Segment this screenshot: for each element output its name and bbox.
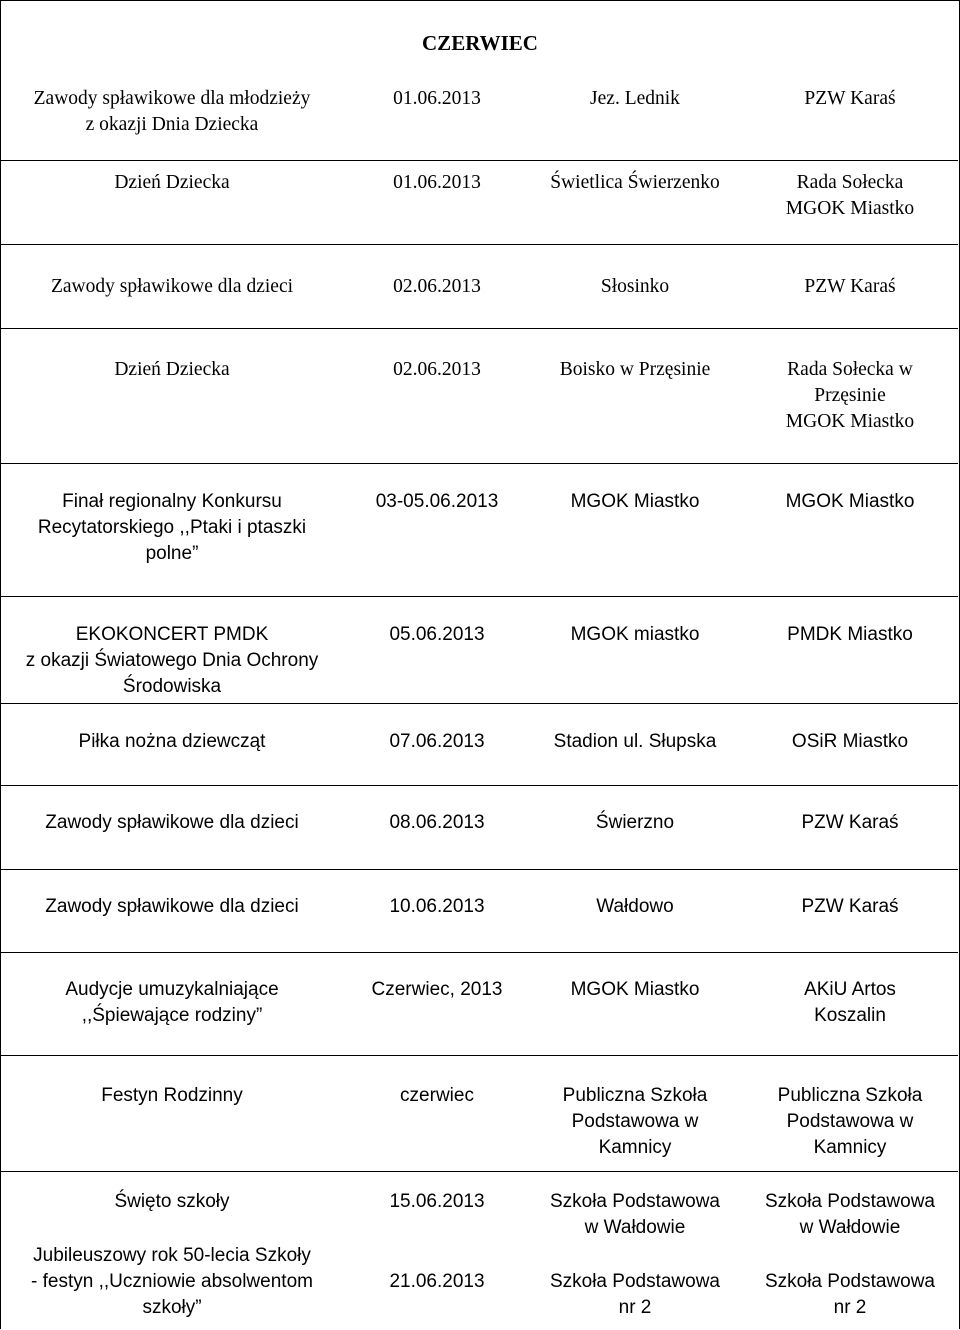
event-organizer-line: OSiR Miastko [791,731,909,752]
event-place-line: Jez. Lednik [590,88,680,109]
table-row [0,622,958,704]
event-name-line: - festyn ,,Uczniowie absolwentom [31,1271,313,1292]
event-place [528,274,742,300]
event-organizer-line: Rada Sołecka [796,172,904,193]
event-place-line: Podstawowa w [571,1111,699,1132]
event-place-line: MGOK Miastko [570,979,700,1000]
table-row [0,810,958,870]
event-name-line: Finał regionalny Konkursu [62,491,282,512]
event-organizer-line: w Wałdowie [799,1217,901,1238]
event-name-line: szkoły” [142,1297,202,1318]
event-organizer-line: AKiU Artos [804,979,896,1000]
event-organizer-line: PZW Karaś [804,88,896,109]
event-date-line: 10.06.2013 [389,896,485,917]
event-date [356,977,518,1003]
event-place [528,894,742,920]
event-place-line: Szkoła Podstawowa [549,1271,721,1292]
table-row [0,977,958,1056]
event-date-line: 03-05.06.2013 [375,491,499,512]
event-date-line: 07.06.2013 [389,731,485,752]
event-organizer-line: Kamnicy [813,1137,887,1158]
event-name [2,810,342,836]
event-place [528,810,742,836]
event-place-line: MGOK miastko [570,624,700,645]
event-name-line: Dzień Dziecka [114,172,230,193]
event-name [2,1189,342,1215]
event-date [356,622,518,648]
event-date-line: 21.06.2013 [389,1271,485,1292]
event-name-line: Święto szkoły [114,1191,230,1212]
event-organizer-line: Szkoła Podstawowa [764,1191,936,1212]
event-place [528,357,742,383]
event-name-line: Recytatorskiego ,,Ptaki i ptaszki [37,517,307,538]
event-name-line: Zawody spławikowe dla młodzieży [33,88,311,109]
table-row [0,894,958,953]
event-place [528,977,742,1003]
event-date-line: 01.06.2013 [393,172,481,193]
event-date [356,274,518,300]
event-organizer-line: Publiczna Szkoła [777,1085,923,1106]
event-name [2,622,342,700]
table-row [0,170,958,245]
event-organizer [750,1083,950,1161]
event-place-line: Szkoła Podstawowa [549,1191,721,1212]
event-name-line: Audycje umuzykalniające [65,979,279,1000]
event-date [356,1243,518,1295]
event-organizer-line: Podstawowa w [786,1111,914,1132]
event-date [356,357,518,383]
event-place-line: Wałdowo [596,896,674,917]
event-organizer-line: MGOK Miastko [785,198,915,219]
event-place-line: w Wałdowie [584,1217,686,1238]
event-date [356,170,518,196]
event-date-line: 01.06.2013 [393,88,481,109]
event-place [528,86,742,112]
month-heading: CZERWIEC [422,31,538,55]
event-place-line [528,1243,742,1269]
event-place [528,622,742,648]
event-date [356,86,518,112]
event-organizer [750,170,950,222]
event-organizer-line [750,1243,950,1269]
event-organizer [750,489,950,515]
event-name [2,489,342,567]
event-organizer-line: MGOK Miastko [785,491,915,512]
event-name-line: Zawody spławikowe dla dzieci [45,896,299,917]
event-date-line: 02.06.2013 [393,359,481,380]
table-row [0,489,958,597]
event-date-line: 08.06.2013 [389,812,485,833]
event-organizer [750,894,950,920]
event-date [356,729,518,755]
event-organizer-line: nr 2 [833,1297,867,1318]
table-row [0,274,958,329]
event-organizer [750,622,950,648]
event-organizer [750,1189,950,1241]
event-name-line: Dzień Dziecka [114,359,230,380]
event-place-line: Boisko w Przęsinie [559,359,711,380]
event-organizer-line: Koszalin [814,1005,886,1026]
event-place-line: nr 2 [618,1297,652,1318]
event-name-line: z okazji Dnia Dziecka [85,114,259,135]
event-name-line: Piłka nożna dziewcząt [78,731,266,752]
event-place-line: Świetlica Świerzenko [550,172,720,193]
event-organizer-line: MGOK Miastko [785,411,915,432]
event-date [356,489,518,515]
event-place-line: Słosinko [600,276,670,297]
event-name [2,1083,342,1109]
event-organizer-line: Przęsinie [814,385,886,406]
event-organizer [750,810,950,836]
event-date-line [356,1243,518,1269]
event-organizer-line: PZW Karaś [804,276,896,297]
event-name [2,274,342,300]
event-name [2,1243,342,1321]
table-row [0,357,958,464]
event-organizer-line: Szkoła Podstawowa [764,1271,936,1292]
event-date-line: czerwiec [400,1085,474,1106]
event-organizer [750,729,950,755]
event-name [2,977,342,1029]
event-place-line: Świerzno [595,812,675,833]
event-name-line: Środowiska [122,676,222,697]
event-organizer [750,977,950,1029]
event-date [356,894,518,920]
event-date-line: Czerwiec, 2013 [371,979,503,1000]
event-place-line: MGOK Miastko [570,491,700,512]
event-name [2,86,342,138]
event-name-line: z okazji Światowego Dnia Ochrony [25,650,319,671]
event-name-line: Jubileuszowy rok 50-lecia Szkoły [33,1245,311,1266]
table-row [0,1083,958,1172]
event-name-line: EKOKONCERT PMDK [75,624,269,645]
event-place [528,729,742,755]
event-name-line: polne” [145,543,199,564]
event-date [356,1189,518,1215]
event-place-line: Kamnicy [598,1137,672,1158]
event-organizer [750,86,950,112]
table-row [0,86,958,161]
event-date [356,810,518,836]
table-row [0,729,958,786]
event-place [528,170,742,196]
event-name-line: ,,Śpiewające rodziny” [81,1005,263,1026]
event-place-line: Publiczna Szkoła [562,1085,708,1106]
event-name-line: Festyn Rodzinny [101,1085,243,1106]
event-name [2,357,342,383]
event-organizer [750,274,950,300]
event-organizer-line: Rada Sołecka w [787,359,913,380]
event-organizer-line: PZW Karaś [801,812,899,833]
event-place [528,1243,742,1321]
event-date-line: 05.06.2013 [389,624,485,645]
event-organizer [750,357,950,435]
event-name [2,170,342,196]
event-date-line: 15.06.2013 [389,1191,485,1212]
event-place [528,1189,742,1241]
event-organizer-line: PMDK Miastko [787,624,913,645]
event-organizer [750,1243,950,1321]
event-place [528,1083,742,1161]
event-place-line: Stadion ul. Słupska [553,731,717,752]
event-name-line: Zawody spławikowe dla dzieci [50,276,294,297]
event-name [2,729,342,755]
event-name [2,894,342,920]
event-date-line: 02.06.2013 [393,276,481,297]
event-name-line: Zawody spławikowe dla dzieci [45,812,299,833]
event-date [356,1083,518,1109]
event-organizer-line: PZW Karaś [801,896,899,917]
event-place [528,489,742,515]
